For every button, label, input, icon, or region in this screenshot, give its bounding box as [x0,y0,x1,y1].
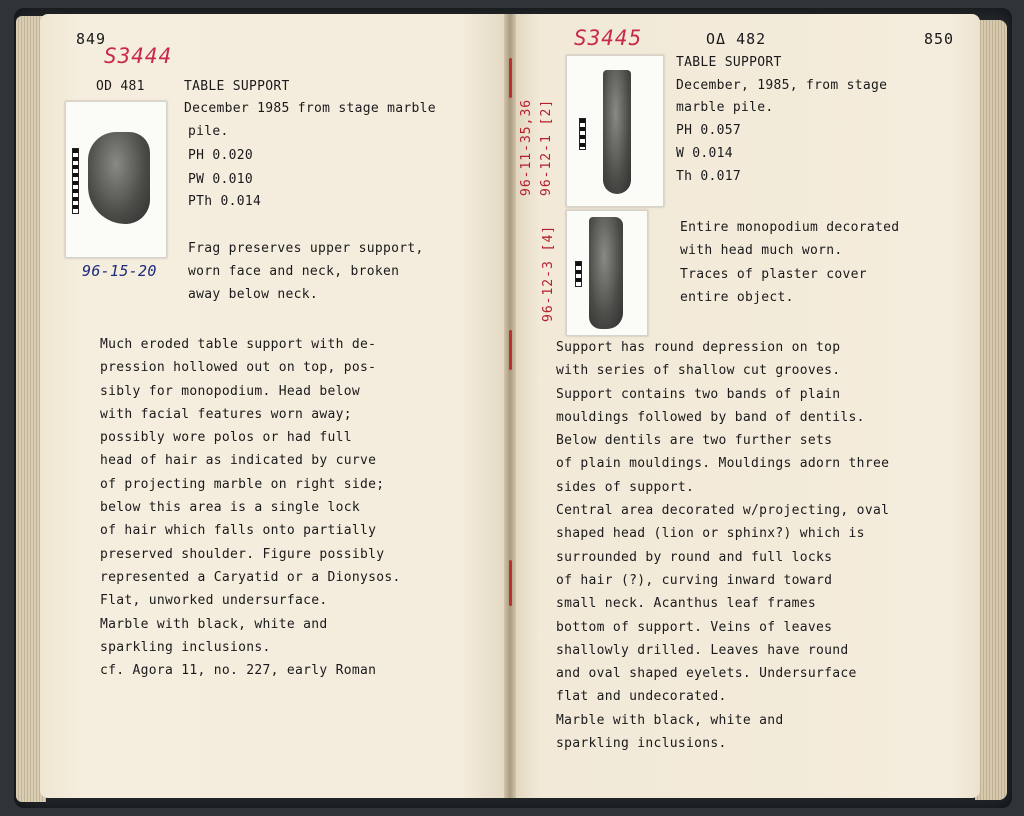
header-line: marble pile. [676,100,774,115]
decoration-note-line: with head much worn. [680,243,843,258]
photo-label-right-2: 96-12-1 [2] [539,98,554,196]
header-line: December 1985 from stage marble [184,101,436,116]
inventory-left: OD 481 [96,79,145,94]
binding-thread [509,58,512,98]
description-line: shallowly drilled. Leaves have round [556,642,849,658]
description-line: surrounded by round and full locks [556,549,833,565]
photo-scale-bar [579,118,586,150]
table-support-fragment-image [88,132,150,224]
description-line: of plain mouldings. Mouldings adorn three [556,456,890,472]
catalog-number-left: S3444 [104,44,173,68]
fragment-note-line: Frag preserves upper support, [188,241,424,256]
decoration-note-line: Entire monopodium decorated [680,220,900,235]
description-line: Central area decorated w/projecting, oval [556,503,890,519]
measurement-line: PH 0.057 [676,123,742,138]
measurement-line: W 0.014 [676,146,733,161]
measurement-line: Th 0.017 [676,169,742,184]
description-line: possibly wore polos or had full [100,430,352,446]
photo-label-left: 96-15-20 [82,262,157,280]
description-line: below this area is a single lock [100,500,361,516]
object-title-left: TABLE SUPPORT [184,79,290,94]
description-line: sibly for monopodium. Head below [100,383,361,399]
description-line: Much eroded table support with de- [100,337,377,352]
description-line: with facial features worn away; [100,406,352,422]
binding-thread [509,560,512,606]
fragment-note-line: away below neck. [188,287,319,302]
measurement-line: PTh 0.014 [188,194,262,209]
photo-scale-bar [575,261,582,287]
description-line: of hair (?), curving inward toward [556,572,833,588]
description-line: cf. Agora 11, no. 227, early Roman [100,663,377,679]
description-line: of projecting marble on right side; [100,476,385,492]
decoration-note-line: Traces of plaster cover [680,267,867,282]
description-line: sides of support. [556,479,695,495]
description-line: sparkling inclusions. [100,639,271,655]
object-title-right: TABLE SUPPORT [676,55,782,70]
description-line: Marble with black, white and [556,712,784,728]
monopodium-side-image [589,217,623,329]
photo-label-right-3: 96-12-3 [4] [541,224,556,322]
description-line: pression hollowed out on top, pos- [100,360,377,376]
catalog-number-right: S3445 [574,26,643,50]
description-line: preserved shoulder. Figure possibly [100,546,385,562]
measurement-line: PH 0.020 [188,148,254,163]
photo-label-right-1: 96-11-35,36 [519,98,534,196]
description-line: of hair which falls onto partially [100,523,377,539]
description-line: flat and undecorated. [556,689,727,705]
header-line: pile. [188,124,229,139]
measurement-line: PW 0.010 [188,172,254,187]
page-number-left: 849 [76,30,107,48]
inventory-right: OΔ 482 [706,30,767,48]
description-line: bottom of support. Veins of leaves [556,619,833,635]
photo-scale-bar [72,148,79,214]
description-line: sparkling inclusions. [556,736,727,752]
description-line: Marble with black, white and [100,616,328,632]
fragment-note-line: worn face and neck, broken [188,264,400,279]
header-line: December, 1985, from stage [676,78,888,93]
object-photo-right-bottom [566,210,648,336]
object-photo-right-top [566,55,664,207]
description-line: Below dentils are two further sets [556,433,833,449]
description-line: small neck. Acanthus leaf frames [556,596,817,612]
description-line: Flat, unworked undersurface. [100,593,328,609]
description-line: Support contains two bands of plain [556,386,841,402]
description-line: with series of shallow cut grooves. [556,363,841,379]
description-line: Support has round depression on top [556,340,841,355]
description-line: mouldings followed by band of dentils. [556,409,865,425]
object-photo-left [65,101,167,258]
description-left [100,333,500,682]
description-line: head of hair as indicated by curve [100,453,377,469]
description-line: and oval shaped eyelets. Undersurface [556,666,857,682]
decoration-note-line: entire object. [680,290,794,305]
monopodium-image [603,70,631,194]
binding-thread [509,330,512,370]
page-number-right: 850 [924,30,955,48]
book-gutter [504,14,516,798]
description-line: represented a Caryatid or a Dionysos. [100,569,401,585]
description-line: shaped head (lion or sphinx?) which is [556,526,865,542]
description-right [556,336,971,755]
